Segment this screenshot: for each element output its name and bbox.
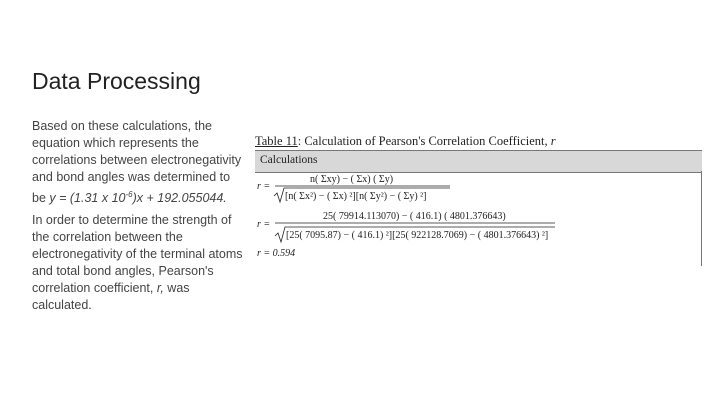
table-header-label: Calculations (260, 154, 318, 166)
paragraph-text-end: was calculated. (32, 281, 190, 312)
formula-numerator: n( Σxy) − ( Σx) ( Σy) (310, 174, 394, 185)
equation-prefix: y = (1.31 x 10 (49, 191, 126, 206)
paragraph-text: Based on these calculations, the equation which represents the correlations between electronegativity and bond angles was determined to be (32, 119, 242, 206)
slide-title: Data Processing (32, 68, 201, 94)
caption-variable: r (550, 134, 556, 148)
equation-suffix: )x + 192.055044. (132, 191, 227, 206)
caption-label: Table 11 (255, 134, 298, 148)
paragraph-text: In order to determine the strength of the correlation between the electronegativity of the terminal atoms and total bond angles, Pearson's correlation coefficient, (32, 213, 243, 295)
substituted-lhs: r = (257, 219, 271, 230)
table-border (701, 171, 702, 266)
table-figure (255, 134, 702, 266)
correlation-paragraph (32, 212, 247, 314)
caption-text: : Calculation of Pearson's Correlation Coefficient, (297, 134, 548, 148)
regression-equation (49, 191, 226, 205)
table-caption (255, 134, 556, 149)
formula-denominator: [n( Σx²) − ( Σx) ²][n( Σy²) − ( Σy) ²] (285, 191, 427, 202)
table-header (255, 150, 702, 173)
formula-lhs: r = (257, 181, 271, 192)
equation-exponent: -6 (125, 190, 133, 199)
substituted-numerator: 25( 79914.113070) − ( 416.1) ( 4801.376643) (323, 211, 506, 222)
calculation-paragraph (32, 118, 247, 207)
formula-image (255, 174, 700, 264)
variable-r: r, (156, 281, 164, 295)
result-value: r = 0.594 (257, 248, 296, 259)
substituted-denominator: [25( 7095.87) − ( 416.1) ²][25( 922128.7069) − ( 4801.376643) ²] (286, 230, 549, 241)
